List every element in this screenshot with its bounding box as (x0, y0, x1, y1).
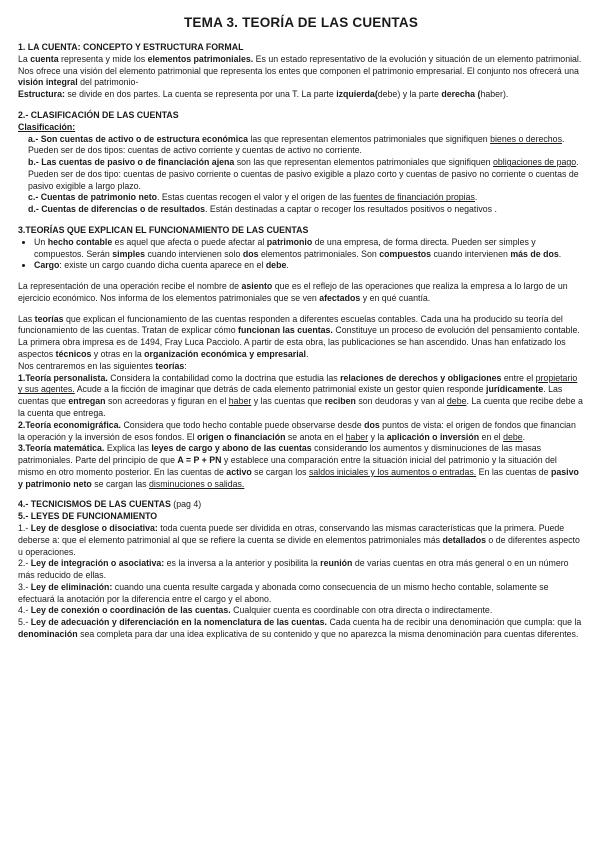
document-page (18, 14, 584, 641)
list-item: • Un hecho contable es aquel que afecta o puede afectar al patrimonio de una empresa, de forma directa. Pueden ser simples y compuestos. Serán simples cuando intervienen solo dos elementos patrimoniales. Son compuestos cuando intervienen más de dos. (34, 237, 584, 261)
classification-a: a.- Son cuentas de activo o de estructura económica las que representan elementos patrimoniales que signifiquen bienes o derechos. Pueden ser de dos tipos: cuentas de activo corriente y cuentas de activo no corriente. (28, 133, 565, 156)
section-5-heading: 5.- LEYES DE FUNCIONAMIENTO (18, 511, 158, 522)
classification-c: c.- Cuentas de patrimonio neto. Estas cuentas recogen el valor y el origen de las fuentes de financiación propias. (28, 192, 478, 203)
page-title: TEMA 3. TEORÍA DE LAS CUENTAS (183, 15, 419, 30)
paragraph: Nos centraremos en las siguientes teorías: (18, 360, 187, 371)
paragraph: La cuenta representa y mide los elementos patrimoniales. Es un estado representativo de la evolución y situación de un elemento patrimonial. Nos ofrece una visión del elemento patrimonial que representa los entes que componen el patrimonio empresarial. El conjunto nos ofrecerá una visión integral del patrimonio- (18, 53, 582, 88)
paragraph: La primera obra impresa es de 1494, Fray Luca Pacciolo. A partir de esta obra, las publicaciones se han ascendido. Unas han enfatizado los aspectos técnicos y otras en la organización económica y empresarial. (18, 337, 566, 360)
section-2-heading: 2.- CLASIFICACIÓN DE LAS CUENTAS (18, 109, 179, 120)
theory-economigrafica: 2.Teoría economigráfica. Considera que todo hecho contable puede observarse desde dos puntos de vista: el origen de fondos que financian la operación y la inversión de esos fondos. El origen o financiación se anota en el haber y la aplicación o inversión en el debe. (18, 419, 576, 442)
classification-d: d.- Cuentas de diferencias o de resultados. Están destinadas a captar o recoger los resultados positivos o negativos . (28, 204, 497, 215)
law-2: 2.- Ley de integración o asociativa: es la inversa a la anterior y posibilita la reunión de varias cuentas en otra más general o en un número más reducido de ellas. (18, 558, 569, 581)
classification-b: b.- Las cuentas de pasivo o de financiación ajena son las que representan elementos patrimoniales que signifiquen obligaciones de pago. Pueden ser de dos tipo: cuentas de pasivo corriente o cuentas de pasivo exigible a plazo corto y cuentas de pasivo no corriente o cuentas de pasivo exigible a largo plazo. (28, 157, 579, 191)
paragraph: Las teorías que explican el funcionamiento de las cuentas responden a diferentes escuelas contables. Cada una ha producido su teoría del funcionamiento de las cuentas. Tratan de explicar cómo funcionan las cuentas. Constituye un proceso de evolución del pensamiento contable. (18, 313, 580, 336)
theory-personalista: 1.Teoría personalista. Considera la contabilidad como la doctrina que estudia las relaciones de derechos y obligaciones entre el propietario y sus agentes. Acude a la ficción de imaginar que detrás de cada elemento patrimonial existe un gestor quien responde jurídicamente. Las cuentas que entregan son acreedoras y figuran en el haber y las cuentas que reciben son deudoras y van al debe. La cuenta que recibe debe a la cuenta que entrega. (18, 372, 583, 418)
law-1: 1.- Ley de desglose o disociativa: toda cuenta puede ser dividida en otras, conservando las mismas características que la primera. Puede deberse a: que el elemento patrimonial al que se refiere la cuenta se divide en elementos patrimoniales más detallados o de diferentes aspecto u operaciones. (18, 522, 580, 557)
bullet-list (18, 237, 584, 272)
section-1-heading: 1. LA CUENTA: CONCEPTO Y ESTRUCTURA FORMAL (18, 42, 244, 53)
paragraph: La representación de una operación recibe el nombre de asiento que es el reflejo de las operaciones que realiza la empresa a lo largo de un ejercicio económico. Nos informa de los elementos patrimoniales que se ven afectados y en qué cuantía. (18, 281, 568, 303)
section-3-heading: 3.TEORÍAS QUE EXPLICAN EL FUNCIONAMIENTO DE LAS CUENTAS (18, 225, 309, 236)
subheading: Clasificación: (18, 121, 76, 132)
list-item: • Cargo: existe un cargo cuando dicha cuenta aparece en el debe. (34, 260, 584, 272)
theory-matematica: 3.Teoría matemática. Explica las leyes de cargo y abono de las cuentas considerando los aumentos y disminuciones de las masas patrimoniales. Parte del principio de que A = P + PN y establece una comparación entre la situación inicial del patrimonio y la situación del mismo en otro momento posterior. En las cuentas de activo se cargan los saldos iniciales y los aumentos o entradas. En las cuentas de pasivo y patrimonio neto se cargan las disminuciones o salidas. (18, 443, 579, 489)
law-5: 5.- Ley de adecuación y diferenciación en la nomenclatura de las cuentas. Cada cuenta ha de recibir una denominación que cumpla: que la denominación sea completa para dar una idea explicativa de su contenido y que no aparezca la misma denominación para cuentas diferentes. (18, 617, 582, 640)
section-4-heading: 4.- TECNICISMOS DE LAS CUENTAS (pag 4) (18, 499, 202, 510)
law-4: 4.- Ley de conexión o coordinación de las cuentas. Cualquier cuenta es coordinable con otra directa o indirectamente. (18, 605, 493, 616)
law-3: 3.- Ley de eliminación: cuando una cuenta resulte cargada y abonada como consecuencia de un mismo hecho contable, solamente se efectuará la anotación por la diferencia entre el cargo y el abono. (18, 581, 549, 604)
paragraph: Estructura: se divide en dos partes. La cuenta se representa por una T. La parte izquierda(debe) y la parte derecha (haber). (18, 89, 509, 100)
